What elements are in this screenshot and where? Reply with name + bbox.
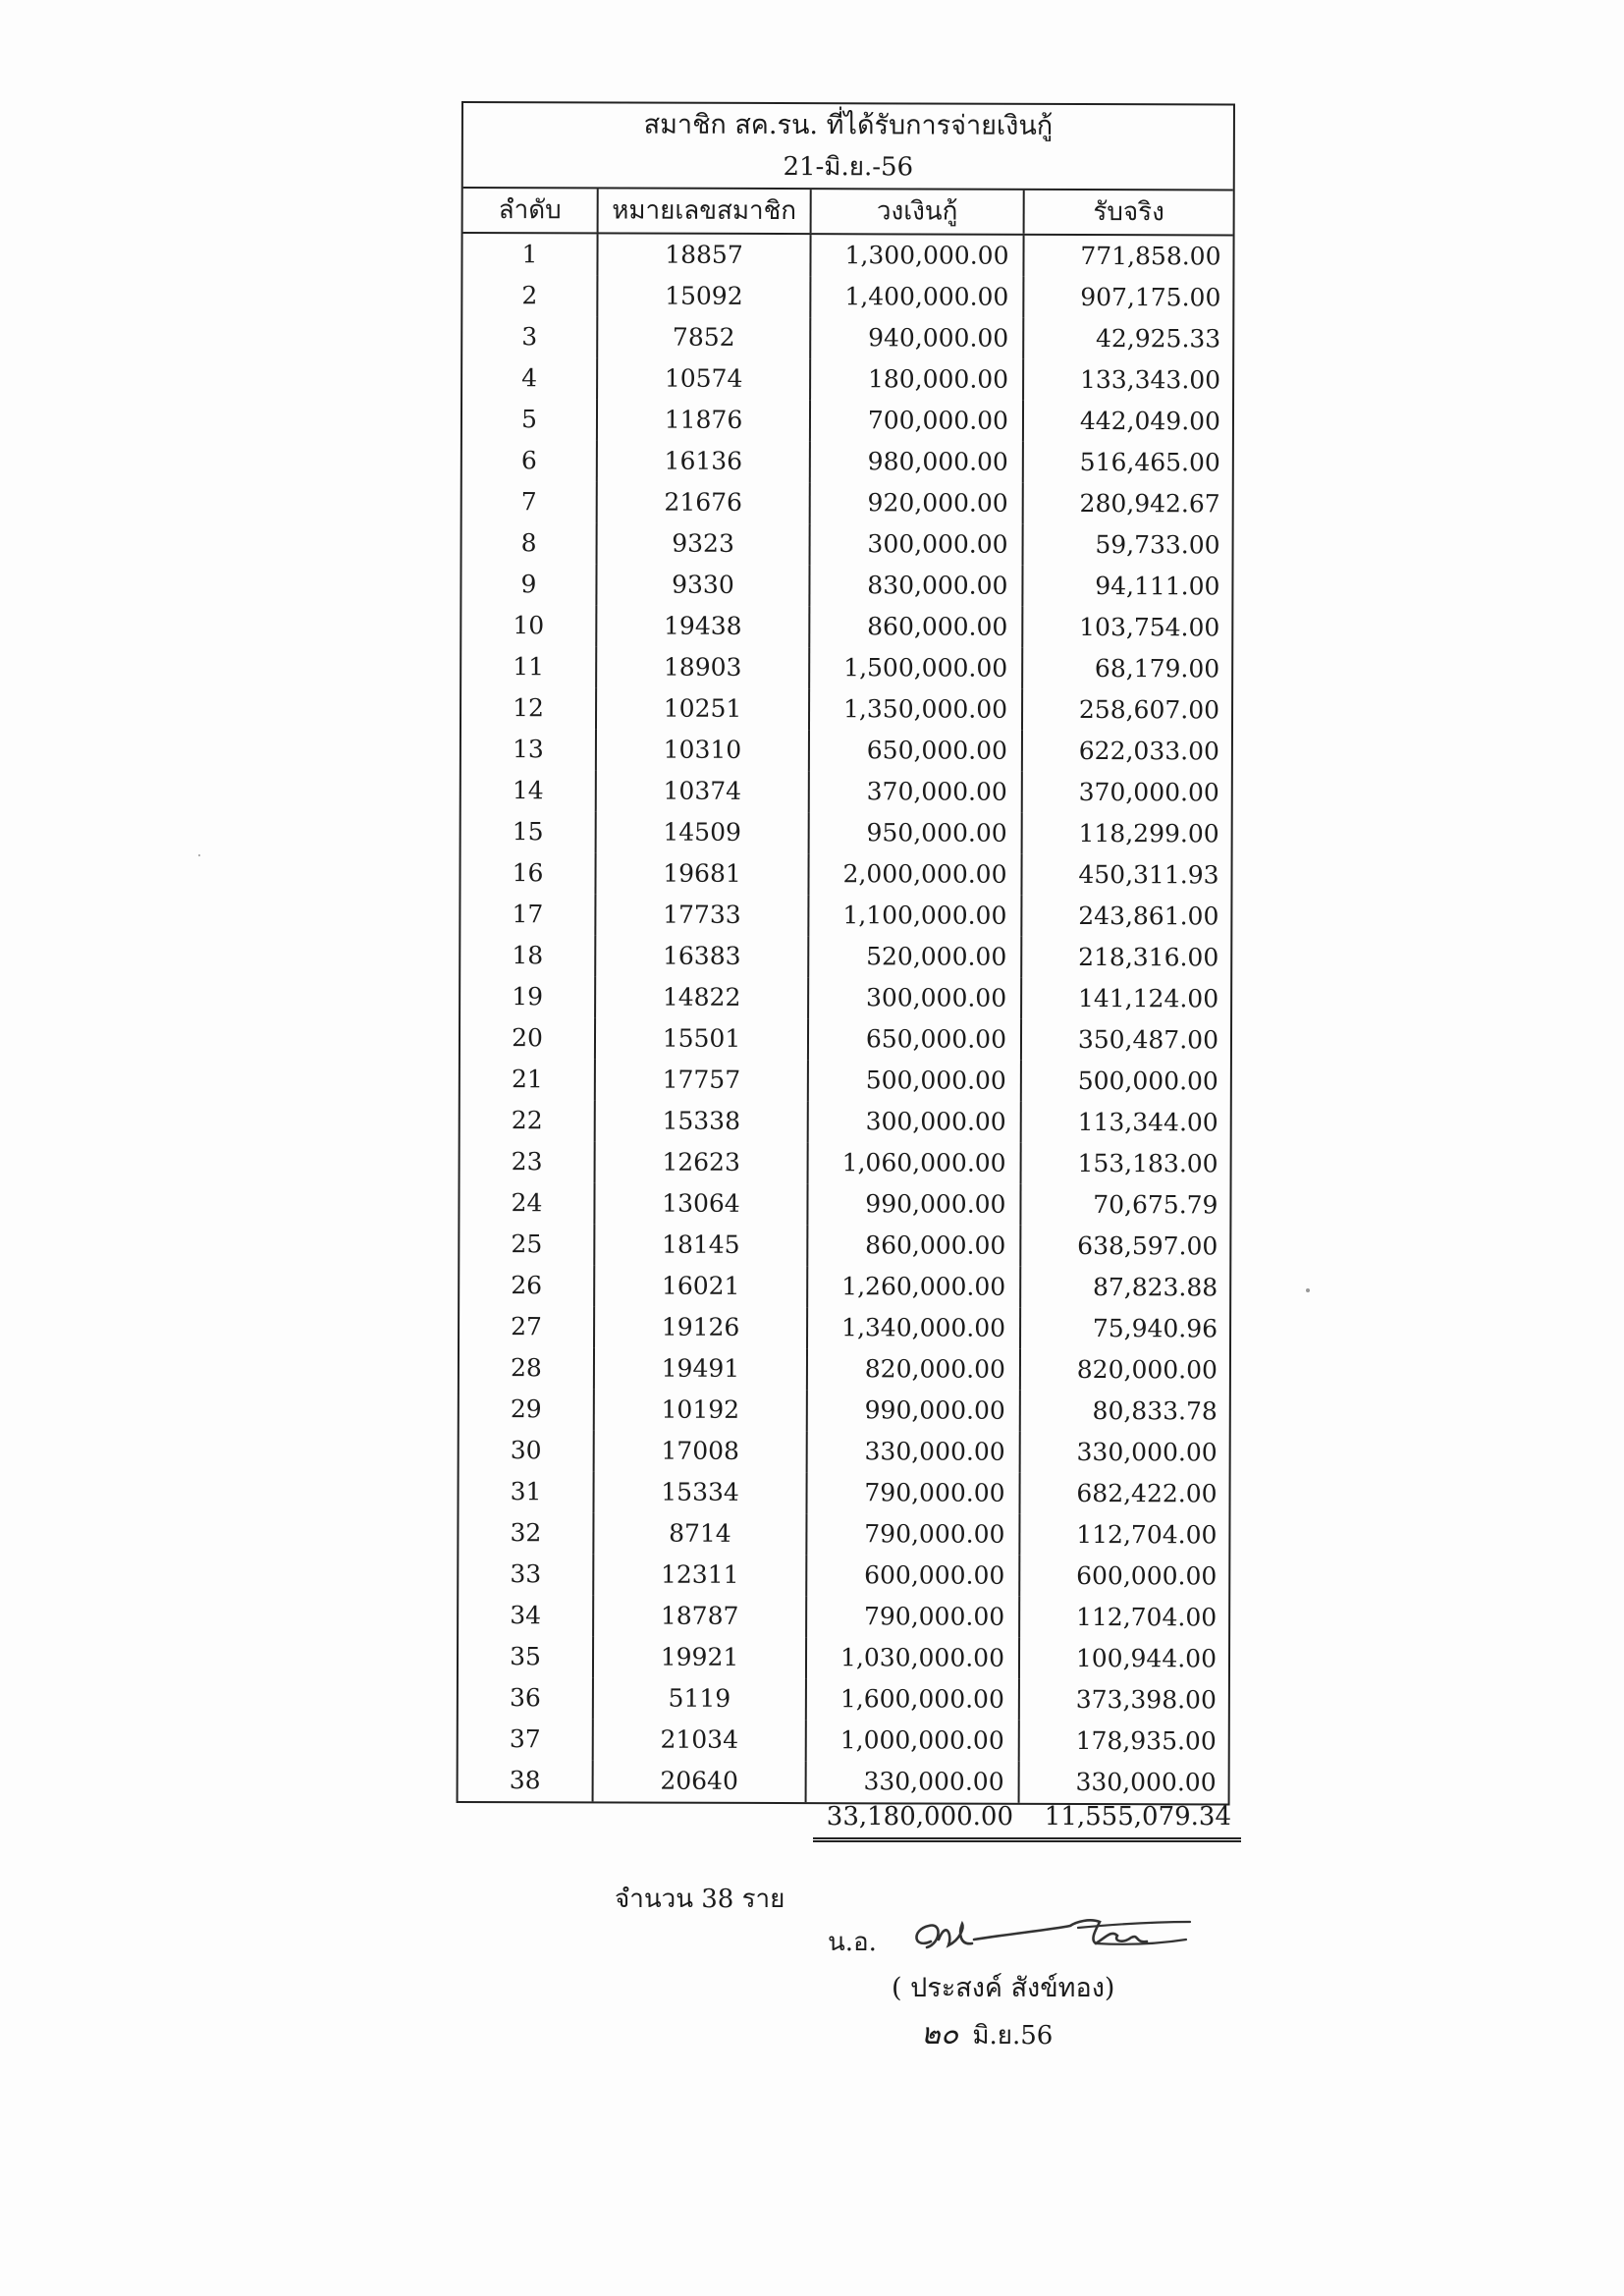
row-received: 70,675.79 — [1093, 1190, 1218, 1220]
row-no: 10 — [461, 605, 597, 646]
table-row — [462, 357, 1232, 401]
row-member-id: 10192 — [595, 1389, 808, 1431]
table-row — [460, 1141, 1230, 1184]
row-no: 20 — [460, 1017, 596, 1059]
row-loan-amount: 1,100,000.00 — [809, 895, 1022, 937]
row-member-id: 20640 — [594, 1760, 807, 1802]
table-row — [459, 1512, 1228, 1556]
row-loan-amount: 1,500,000.00 — [810, 647, 1023, 689]
table-row — [460, 1347, 1229, 1391]
row-no: 21 — [460, 1059, 596, 1100]
row-no: 19 — [460, 976, 596, 1017]
row-member-id: 17757 — [596, 1059, 809, 1101]
signature-image — [903, 1900, 1198, 1969]
table-row — [459, 1595, 1228, 1638]
row-member-id: 10374 — [597, 770, 810, 812]
row-loan-amount: 300,000.00 — [809, 977, 1022, 1019]
row-loan-amount: 790,000.00 — [807, 1472, 1020, 1514]
row-loan-amount: 650,000.00 — [810, 730, 1023, 772]
row-member-id: 16021 — [595, 1265, 808, 1307]
row-member-id: 13064 — [595, 1182, 808, 1225]
table-row — [462, 316, 1232, 359]
table-row — [459, 1554, 1228, 1597]
row-no: 23 — [460, 1141, 596, 1182]
row-loan-amount: 990,000.00 — [808, 1390, 1021, 1432]
row-loan-amount: 920,000.00 — [811, 482, 1024, 524]
row-no: 32 — [459, 1512, 594, 1554]
row-received: 59,733.00 — [1095, 530, 1220, 560]
row-received: 370,000.00 — [1078, 777, 1219, 807]
table-row — [461, 811, 1231, 854]
row-loan-amount: 1,400,000.00 — [811, 276, 1024, 318]
table-row — [460, 976, 1230, 1019]
row-member-id: 19126 — [595, 1306, 808, 1348]
row-loan-amount: 600,000.00 — [807, 1555, 1020, 1597]
row-loan-amount: 300,000.00 — [811, 523, 1024, 566]
table-row — [462, 440, 1232, 483]
table-row — [460, 1224, 1229, 1267]
row-received: 75,940.96 — [1092, 1314, 1218, 1343]
row-no: 24 — [460, 1182, 595, 1224]
row-no: 30 — [460, 1430, 595, 1471]
table-row — [461, 770, 1231, 813]
row-received: 112,704.00 — [1076, 1519, 1218, 1550]
row-loan-amount: 370,000.00 — [810, 771, 1023, 813]
row-member-id: 19438 — [597, 605, 810, 647]
table-row — [460, 852, 1230, 896]
row-loan-amount: 500,000.00 — [809, 1060, 1022, 1102]
row-member-id: 19491 — [595, 1347, 808, 1390]
handwritten-day: ๒๐ — [921, 2017, 959, 2051]
row-no: 18 — [460, 935, 596, 976]
row-no: 11 — [461, 646, 597, 687]
table-row — [459, 1719, 1228, 1762]
row-received: 68,179.00 — [1094, 654, 1220, 683]
row-no: 4 — [462, 357, 598, 399]
row-loan-amount: 1,030,000.00 — [807, 1637, 1020, 1679]
row-received: 907,175.00 — [1080, 282, 1221, 312]
row-received: 87,823.88 — [1092, 1273, 1218, 1302]
record-count: จำนวน 38 ราย — [615, 1885, 785, 1914]
row-loan-amount: 790,000.00 — [807, 1596, 1020, 1638]
row-member-id: 15338 — [596, 1100, 809, 1142]
row-no: 38 — [459, 1760, 594, 1801]
column-header-loan-amount: วงเงินกู้ — [812, 190, 1025, 234]
total-received: 11,555,079.34 — [1044, 1802, 1231, 1831]
row-member-id: 18857 — [598, 234, 811, 276]
row-no: 25 — [460, 1224, 595, 1265]
row-received: 442,049.00 — [1079, 406, 1221, 436]
table-row — [461, 729, 1231, 772]
table-row — [460, 1059, 1230, 1102]
row-received: 638,597.00 — [1077, 1230, 1218, 1261]
row-member-id: 11876 — [598, 399, 811, 441]
row-loan-amount: 820,000.00 — [808, 1348, 1021, 1391]
table-row — [461, 687, 1231, 731]
row-member-id: 10310 — [597, 729, 810, 771]
row-loan-amount: 1,340,000.00 — [808, 1307, 1021, 1349]
row-no: 14 — [461, 770, 597, 811]
row-no: 34 — [459, 1595, 594, 1636]
row-received: 682,422.00 — [1076, 1478, 1218, 1508]
row-member-id: 12311 — [594, 1554, 807, 1596]
row-member-id: 9323 — [598, 522, 811, 565]
row-received: 80,833.78 — [1092, 1396, 1218, 1426]
row-received: 373,398.00 — [1075, 1684, 1217, 1715]
table-row — [460, 935, 1230, 978]
row-received: 600,000.00 — [1076, 1560, 1218, 1591]
table-row — [460, 1430, 1229, 1473]
signature-month-year: มิ.ย.56 — [972, 2021, 1054, 2050]
row-received: 42,925.33 — [1095, 324, 1221, 354]
table-row — [460, 1017, 1230, 1061]
row-no: 36 — [459, 1677, 594, 1719]
column-header-no: ลำดับ — [463, 189, 599, 232]
row-member-id: 15501 — [596, 1017, 809, 1060]
row-member-id: 9330 — [597, 564, 810, 606]
signer-name: ( ประสงค์ สังข์ทอง) — [892, 1973, 1115, 2003]
column-header-row — [463, 189, 1233, 236]
row-loan-amount: 1,600,000.00 — [807, 1678, 1020, 1721]
row-member-id: 10251 — [597, 687, 810, 730]
table-body — [459, 234, 1233, 1803]
row-received: 330,000.00 — [1076, 1437, 1218, 1467]
signer-rank: น.อ. — [828, 1928, 877, 1957]
row-received: 178,935.00 — [1075, 1725, 1217, 1756]
row-member-id: 12623 — [596, 1141, 809, 1183]
row-loan-amount: 1,260,000.00 — [808, 1266, 1021, 1308]
signature-date — [921, 2011, 1053, 2057]
row-member-id: 14509 — [597, 811, 810, 853]
row-loan-amount: 2,000,000.00 — [809, 853, 1022, 896]
row-member-id: 18145 — [595, 1224, 808, 1266]
row-member-id: 19681 — [596, 852, 809, 895]
table-row — [459, 1471, 1228, 1514]
row-no: 37 — [459, 1719, 594, 1760]
row-loan-amount: 700,000.00 — [811, 400, 1024, 442]
row-no: 13 — [461, 729, 597, 770]
row-no: 3 — [462, 316, 598, 357]
row-loan-amount: 180,000.00 — [811, 358, 1024, 401]
table-row — [460, 1182, 1229, 1226]
row-loan-amount: 330,000.00 — [807, 1761, 1020, 1803]
row-no: 28 — [460, 1347, 595, 1389]
row-member-id: 5119 — [594, 1677, 807, 1720]
table-row — [462, 522, 1232, 566]
table-row — [462, 275, 1232, 318]
row-loan-amount: 860,000.00 — [808, 1225, 1021, 1267]
row-member-id: 8714 — [594, 1512, 807, 1555]
row-received: 100,944.00 — [1075, 1643, 1218, 1673]
row-member-id: 14822 — [596, 976, 809, 1018]
row-received: 103,754.00 — [1079, 612, 1220, 642]
row-received: 141,124.00 — [1077, 983, 1219, 1013]
row-received: 118,299.00 — [1078, 818, 1219, 848]
table-row — [460, 1100, 1230, 1143]
table-row — [461, 564, 1231, 607]
row-no: 31 — [459, 1471, 594, 1512]
row-received: 771,858.00 — [1080, 241, 1221, 271]
table-row — [459, 1636, 1228, 1679]
row-received: 133,343.00 — [1079, 364, 1221, 395]
row-loan-amount: 1,300,000.00 — [811, 235, 1024, 277]
row-no: 1 — [462, 234, 598, 275]
totals-row — [813, 1796, 1241, 1842]
row-no: 27 — [460, 1306, 595, 1347]
row-received: 516,465.00 — [1079, 447, 1220, 477]
row-member-id: 17733 — [596, 894, 809, 936]
row-received: 450,311.93 — [1078, 859, 1219, 890]
row-no: 33 — [459, 1554, 594, 1595]
row-loan-amount: 520,000.00 — [809, 936, 1022, 978]
row-loan-amount: 300,000.00 — [809, 1101, 1022, 1143]
row-received: 113,344.00 — [1077, 1107, 1218, 1137]
table-row — [462, 481, 1232, 524]
row-received: 500,000.00 — [1077, 1066, 1218, 1096]
row-member-id: 19921 — [594, 1636, 807, 1678]
row-loan-amount: 950,000.00 — [810, 812, 1023, 854]
row-no: 12 — [461, 687, 597, 729]
row-received: 153,183.00 — [1077, 1148, 1218, 1178]
row-received: 622,033.00 — [1078, 736, 1219, 766]
row-no: 2 — [462, 275, 598, 316]
row-received: 258,607.00 — [1078, 694, 1220, 725]
row-received: 280,942.67 — [1079, 488, 1220, 519]
row-received: 218,316.00 — [1078, 942, 1219, 972]
row-loan-amount: 830,000.00 — [810, 565, 1023, 607]
row-no: 35 — [459, 1636, 594, 1677]
row-loan-amount: 860,000.00 — [810, 606, 1023, 648]
row-member-id: 21034 — [594, 1719, 807, 1761]
row-loan-amount: 650,000.00 — [809, 1018, 1022, 1061]
row-received: 94,111.00 — [1095, 572, 1220, 601]
row-member-id: 7852 — [598, 316, 811, 358]
column-header-member-id: หมายเลขสมาชิก — [599, 189, 812, 233]
table-row — [460, 1306, 1229, 1349]
row-no: 29 — [460, 1389, 595, 1430]
table-row — [462, 399, 1232, 442]
row-member-id: 15092 — [598, 275, 811, 317]
scan-speck — [1306, 1288, 1310, 1292]
scan-speck — [198, 854, 200, 856]
row-no: 9 — [461, 564, 597, 605]
table-row — [461, 605, 1231, 648]
row-member-id: 16383 — [596, 935, 809, 977]
column-header-received: รับจริง — [1093, 197, 1164, 228]
row-member-id: 15334 — [594, 1471, 807, 1513]
row-member-id: 18787 — [594, 1595, 807, 1637]
total-loan-amount: 33,180,000.00 — [826, 1802, 1013, 1831]
row-no: 7 — [462, 481, 598, 522]
row-no: 22 — [460, 1100, 596, 1141]
row-member-id: 17008 — [595, 1430, 808, 1472]
table-date: 21-มิ.ย.-56 — [463, 145, 1233, 191]
row-received: 243,861.00 — [1078, 901, 1219, 931]
row-member-id: 21676 — [598, 481, 811, 523]
row-no: 15 — [461, 811, 597, 852]
table-row — [460, 1389, 1229, 1432]
row-loan-amount: 980,000.00 — [811, 441, 1024, 483]
table-row — [460, 1265, 1229, 1308]
row-member-id: 10574 — [598, 357, 811, 400]
row-received: 820,000.00 — [1076, 1354, 1218, 1385]
row-no: 16 — [460, 852, 596, 894]
row-loan-amount: 1,000,000.00 — [807, 1720, 1020, 1762]
table-row — [461, 646, 1231, 689]
row-received: 112,704.00 — [1075, 1602, 1218, 1632]
row-loan-amount: 790,000.00 — [807, 1513, 1020, 1556]
row-loan-amount: 1,060,000.00 — [809, 1142, 1022, 1184]
row-loan-amount: 990,000.00 — [808, 1183, 1021, 1226]
row-member-id: 18903 — [597, 646, 810, 688]
table-row — [460, 894, 1230, 937]
table-row — [459, 1677, 1228, 1721]
row-received: 350,487.00 — [1077, 1024, 1219, 1055]
row-no: 6 — [462, 440, 598, 481]
table-row — [462, 234, 1232, 277]
loan-table — [457, 101, 1235, 1805]
row-loan-amount: 1,350,000.00 — [810, 688, 1023, 731]
row-no: 26 — [460, 1265, 595, 1306]
row-no: 17 — [460, 894, 596, 935]
row-member-id: 16136 — [598, 440, 811, 482]
row-loan-amount: 940,000.00 — [811, 317, 1024, 359]
row-no: 5 — [462, 399, 598, 440]
row-received: 330,000.00 — [1075, 1767, 1217, 1797]
table-title: สมาชิก สค.รน. ที่ได้รับการจ่ายเงินกู้ — [643, 109, 1054, 141]
row-no: 8 — [462, 522, 598, 564]
row-loan-amount: 330,000.00 — [808, 1431, 1021, 1473]
